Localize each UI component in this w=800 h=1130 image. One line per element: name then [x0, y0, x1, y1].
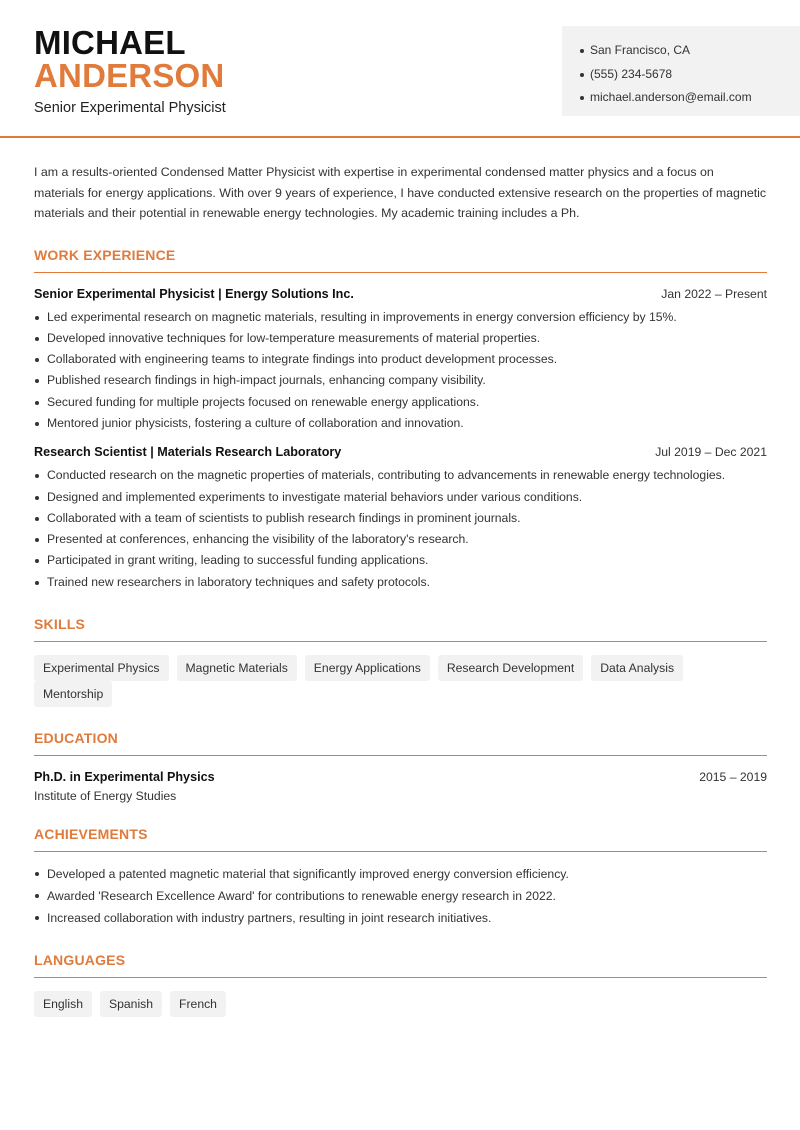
bullet-item: Conducted research on the magnetic properties of materials, contributing to advancements in renewable energy technologies. — [34, 465, 767, 486]
bullet-item: Published research findings in high-impact journals, enhancing company visibility. — [34, 370, 767, 391]
skill-tag: Experimental Physics — [34, 655, 169, 681]
section-title-work: WORK EXPERIENCE — [34, 247, 767, 273]
achievements-list — [34, 863, 767, 929]
job-header — [34, 287, 767, 301]
education-school: Institute of Energy Studies — [34, 789, 177, 804]
job-header — [34, 445, 767, 459]
summary-paragraph: I am a results-oriented Condensed Matter Physicist with expertise in experimental condensed matter physics and a focus on materials for energy applications. With over 9 years of experience, I have conducted extensive research on the properties of magnetic materials and their potential in renewable energy technologies. My academic training includes a Ph. — [34, 165, 767, 220]
bullet-item: Led experimental research on magnetic materials, resulting in improvements in energy conversion efficiency by 15%. — [34, 307, 767, 328]
contact-box — [562, 26, 800, 116]
bullet-item: Trained new researchers in laboratory techniques and safety protocols. — [34, 572, 767, 593]
job-entry — [34, 287, 767, 435]
bullet-item: Secured funding for multiple projects focused on renewable energy applications. — [34, 392, 767, 413]
bullet-item: Designed and implemented experiments to investigate material behaviors under various conditions. — [34, 487, 767, 508]
contact-location: San Francisco, CA — [580, 39, 800, 63]
job-role: Senior Experimental Physicist | Energy Solutions Inc. — [34, 286, 354, 301]
resume-header — [0, 0, 800, 138]
achievement-item: Awarded 'Research Excellence Award' for contributions to renewable energy research in 2022. — [34, 885, 767, 907]
job-dates: Jul 2019 – Dec 2021 — [655, 445, 767, 460]
bullet-item: Mentored junior physicists, fostering a culture of collaboration and innovation. — [34, 413, 767, 434]
job-dates: Jan 2022 – Present — [661, 286, 767, 301]
languages-list — [34, 991, 767, 1017]
job-bullets — [34, 465, 767, 593]
language-tag: French — [170, 991, 226, 1017]
language-tag: Spanish — [100, 991, 162, 1017]
language-tag: English — [34, 991, 92, 1017]
skill-tag: Research Development — [438, 655, 583, 681]
job-role: Research Scientist | Materials Research Laboratory — [34, 445, 342, 460]
skill-tag: Data Analysis — [591, 655, 683, 681]
skill-tag: Energy Applications — [305, 655, 430, 681]
section-title-education: EDUCATION — [34, 730, 767, 756]
job-title: Senior Experimental Physicist — [34, 100, 226, 116]
education-dates: 2015 – 2019 — [699, 770, 767, 785]
job-bullets — [34, 307, 767, 435]
job-entry — [34, 445, 767, 593]
achievement-item: Increased collaboration with industry partners, resulting in joint research initiatives. — [34, 907, 767, 929]
bullet-item: Presented at conferences, enhancing the visibility of the laboratory's research. — [34, 529, 767, 550]
section-title-skills: SKILLS — [34, 616, 767, 642]
section-title-achievements: ACHIEVEMENTS — [34, 826, 767, 852]
contact-phone: (555) 234-5678 — [580, 63, 800, 87]
skills-list — [34, 655, 767, 707]
first-name: MICHAEL — [34, 24, 186, 61]
bullet-item: Collaborated with engineering teams to integrate findings into product development processes. — [34, 349, 767, 370]
bullet-item: Participated in grant writing, leading to successful funding applications. — [34, 550, 767, 571]
skill-tag: Mentorship — [34, 681, 112, 707]
bullet-item: Collaborated with a team of scientists to publish research findings in prominent journals. — [34, 508, 767, 529]
education-degree: Ph.D. in Experimental Physics — [34, 770, 215, 785]
last-name: ANDERSON — [34, 57, 225, 94]
bullet-item: Developed innovative techniques for low-temperature measurements of material properties. — [34, 328, 767, 349]
contact-email[interactable]: michael.anderson@email.com — [580, 86, 800, 110]
resume-body — [34, 162, 767, 1017]
skill-tag: Magnetic Materials — [177, 655, 297, 681]
section-title-languages: LANGUAGES — [34, 952, 767, 978]
achievement-item: Developed a patented magnetic material that significantly improved energy conversion efficiency. — [34, 863, 767, 885]
education-header — [34, 770, 767, 784]
